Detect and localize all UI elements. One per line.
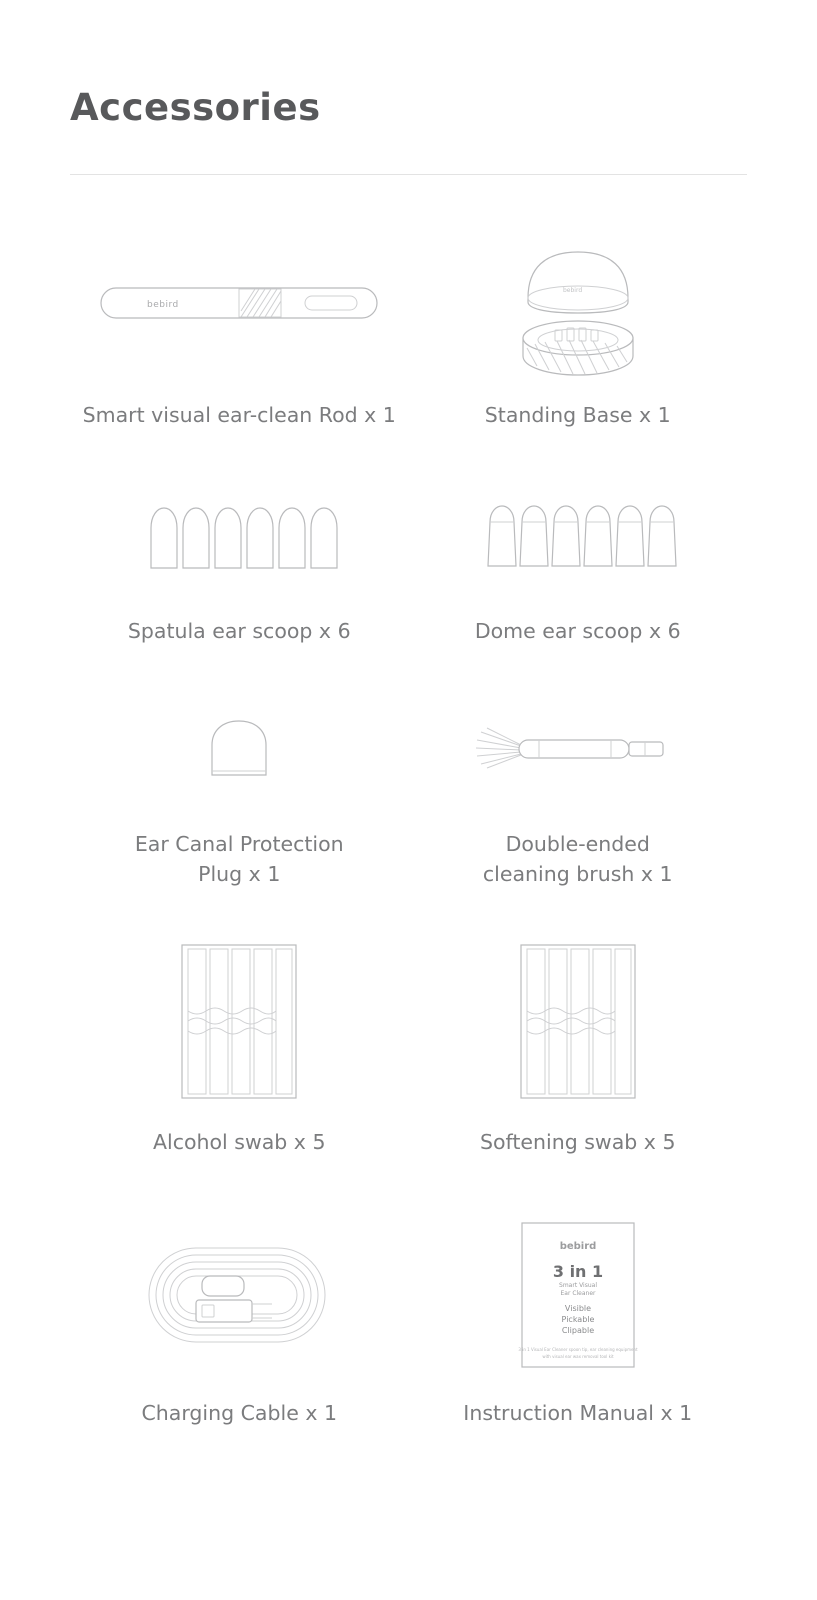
charging-cable-icon — [144, 1198, 334, 1393]
caption-line-2: cleaning brush x 1 — [482, 862, 673, 887]
svg-text:Clipable: Clipable — [561, 1326, 594, 1336]
accessory-caption: Spatula ear scoop x 6 — [127, 618, 351, 643]
svg-text:3 in 1 Visual Ear Cleaner spoo: 3 in 1 Visual Ear Cleaner spoon tip, ear cleaning equipment — [518, 1347, 638, 1353]
accessory-caption: Instruction Manual x 1 — [463, 1400, 693, 1425]
double-ended-cleaning-brush-icon — [473, 674, 683, 824]
softening-swab-pack-icon — [513, 922, 643, 1122]
accessory-item-rod — [70, 210, 409, 431]
accessory-caption: Dome ear scoop x 6 — [474, 618, 681, 643]
dome-ear-scoop-icon — [478, 461, 678, 611]
accessory-caption: Standing Base x 1 — [484, 403, 671, 427]
svg-text:bebird: bebird — [147, 299, 179, 310]
accessory-item-cleaning-brush — [409, 674, 748, 889]
accessory-caption: Charging Cable x 1 — [141, 1400, 338, 1425]
standing-base-icon — [493, 210, 663, 395]
accessory-caption — [483, 830, 673, 889]
svg-text:Ear Cleaner: Ear Cleaner — [560, 1290, 596, 1298]
ear-clean-rod-icon — [89, 210, 389, 395]
svg-text:bebird: bebird — [559, 1241, 597, 1253]
svg-text:Visible: Visible — [564, 1304, 591, 1314]
accessory-caption: Softening swab x 5 — [479, 1129, 676, 1154]
spatula-ear-scoop-icon — [139, 461, 339, 611]
accessory-item-standing-base — [409, 210, 748, 431]
svg-text:Pickable: Pickable — [561, 1315, 595, 1325]
svg-text:bebird: bebird — [562, 287, 582, 294]
page-title: Accessories — [70, 86, 321, 129]
alcohol-swab-pack-icon — [174, 922, 304, 1122]
header-divider — [70, 174, 747, 175]
accessory-item-instruction-manual — [409, 1198, 748, 1429]
accessory-item-protection-plug — [70, 674, 409, 889]
caption-line-2: Plug x 1 — [198, 862, 281, 887]
svg-text:with visual ear wax removal to: with visual ear wax removal tool kit — [542, 1354, 614, 1360]
caption-line-1: Ear Canal Protection — [134, 832, 344, 857]
ear-canal-protection-plug-icon — [184, 674, 294, 824]
accessory-item-softening-swab — [409, 922, 748, 1158]
accessories-grid — [70, 210, 747, 1428]
caption-line-1: Double-ended — [505, 832, 650, 857]
accessory-item-charging-cable — [70, 1198, 409, 1429]
svg-text:3 in 1: 3 in 1 — [552, 1262, 603, 1282]
accessory-caption: Alcohol swab x 5 — [152, 1129, 326, 1154]
accessory-item-dome-scoop — [409, 461, 748, 647]
accessory-caption: Smart visual ear-clean Rod x 1 — [82, 403, 396, 427]
svg-text:Smart Visual: Smart Visual — [558, 1282, 597, 1290]
instruction-manual-icon — [508, 1198, 648, 1393]
accessory-item-alcohol-swab — [70, 922, 409, 1158]
accessory-item-spatula-scoop — [70, 461, 409, 647]
accessory-caption — [135, 830, 344, 889]
